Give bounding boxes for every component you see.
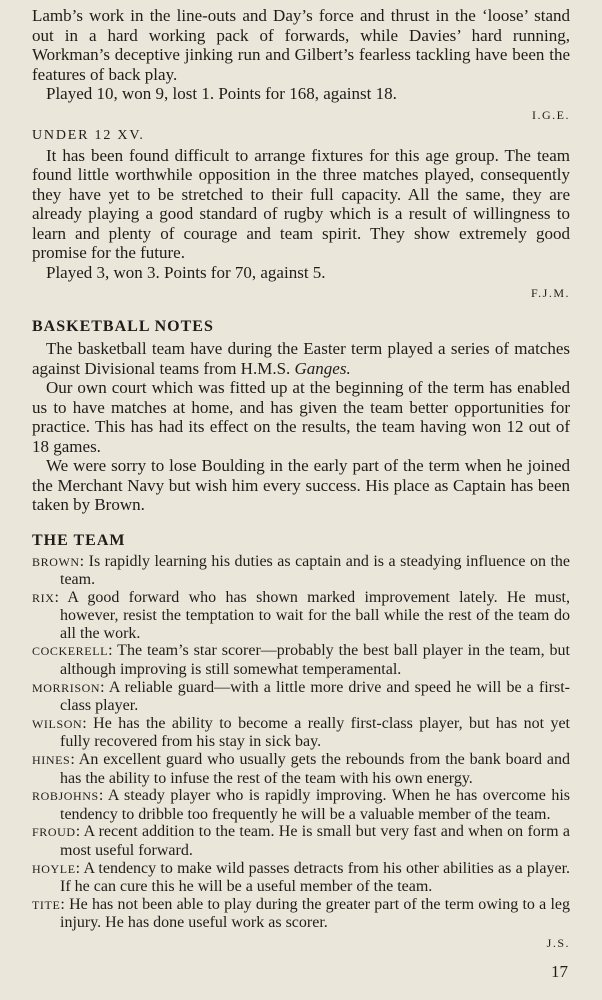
name-separator: : [75, 859, 84, 877]
player-comment: A steady player who is rapidly improving. When he has overcome his tendency to dribble too frequently he will be a valuable member of the team. [60, 787, 571, 823]
team-heading: THE TEAM [32, 531, 126, 549]
player-name: HOYLE [32, 861, 76, 876]
player-comment: A recent addition to the team. He is small but very fast and when on form a most useful forward. [60, 823, 571, 859]
player-comment: He has the ability to become a really first-class player, but has not yet fully recovered from his stay in sick bay. [60, 714, 571, 751]
basketball-paragraph-2: Our own court which was fitted up at the beginning of the term has enabled us to have matches at home, and has given the team better opportunities for practice. This has had its effect on the results, the team having won 12 out of 18 games. [32, 378, 570, 456]
team-entry [32, 642, 570, 678]
player-name: FROUD [32, 825, 76, 840]
player-name: BROWN [32, 554, 80, 569]
ganges-italic: Ganges. [294, 358, 351, 378]
name-separator: : [54, 588, 68, 606]
name-separator: : [98, 787, 108, 805]
under12-record: Played 3, won 3. Points for 70, against 5. [46, 262, 326, 282]
basketball-paragraph-1 [32, 339, 570, 378]
team-entry [32, 787, 570, 823]
player-comment: A good forward who has shown marked improvement lately. He must, however, resist the temptation to wait for the ball while the rest of the team do all the work. [60, 588, 570, 642]
player-name: RIX [32, 590, 55, 605]
team-entry [32, 896, 570, 932]
rugby-paragraph: Lamb’s work in the line-outs and Day’s force and thrust in the ‘loose’ stand out in a hard working pack of forwards, while Davies’ hard running, Workman’s deceptive jinking run and Gilbert’s fearless tackling have been the features of back play. [32, 6, 570, 84]
page-number: 17 [551, 962, 568, 981]
basketball-p1-text: The basketball team have during the Easter term played a series of matches against Divisional teams from H.M.S. [32, 339, 570, 378]
player-comment: Is rapidly learning his duties as captain and is a steadying influence on the team. [60, 552, 570, 589]
team-entry [32, 679, 570, 715]
name-separator: : [60, 895, 70, 913]
player-name: COCKERELL [32, 644, 109, 659]
team-entry [32, 751, 570, 787]
name-separator: : [108, 642, 118, 660]
under12-heading: UNDER 12 XV. [32, 127, 145, 143]
player-comment: An excellent guard who usually gets the rebounds from the bank board and has the ability to infuse the rest of the team with his own energy. [60, 751, 570, 787]
player-name: ROBJOHNS [32, 789, 99, 804]
signature-js: J.S. [546, 935, 570, 950]
team-list [32, 553, 570, 932]
document-page [32, 6, 570, 955]
player-name: HINES [32, 753, 71, 768]
basketball-paragraph-3: We were sorry to lose Boulding in the early part of the term when he joined the Merchant Navy but wish him every success. His place as Captain has been taken by Brown. [32, 456, 570, 514]
team-entry [32, 553, 570, 589]
team-entry [32, 589, 570, 643]
player-comment: The team’s star scorer—probably the best ball player in the team, but although improving is still somewhat temperamental. [60, 642, 570, 679]
signature-ige: I.G.E. [532, 107, 570, 122]
name-separator: : [70, 751, 79, 769]
team-entry [32, 715, 570, 751]
name-separator: : [82, 714, 94, 732]
player-comment: A tendency to make wild passes detracts from his other abilities as a player. If he can cure this he will be a useful member of the team. [60, 859, 571, 896]
player-comment: A reliable guard—with a little more drive and speed he will be a first-class player. [60, 678, 570, 715]
signature-fjm: F.J.M. [530, 286, 570, 300]
name-separator: : [100, 678, 109, 696]
team-entry [32, 860, 570, 896]
name-separator: : [79, 552, 89, 570]
player-name: MORRISON [32, 680, 101, 695]
player-name: WILSON [32, 716, 83, 731]
name-separator: : [75, 823, 84, 841]
player-comment: He has not been able to play during the greater part of the term owing to a leg injury. He has done useful work as scorer. [60, 895, 570, 932]
rugby-record: Played 10, won 9, lost 1. Points for 168, against 18. [46, 84, 397, 103]
player-name: TITE [32, 897, 61, 912]
basketball-heading: BASKETBALL NOTES [32, 318, 214, 335]
team-entry [32, 823, 570, 859]
under12-paragraph: It has been found difficult to arrange fixtures for this age group. The team found little worthwhile opposition in the three matches played, consequently they have yet to be stretched to their full capacity. All the same, they are already playing a good standard of rugby which is a result of willingness to learn and plenty of courage and team spirit. They show extremely good promise for the future. [32, 145, 570, 262]
